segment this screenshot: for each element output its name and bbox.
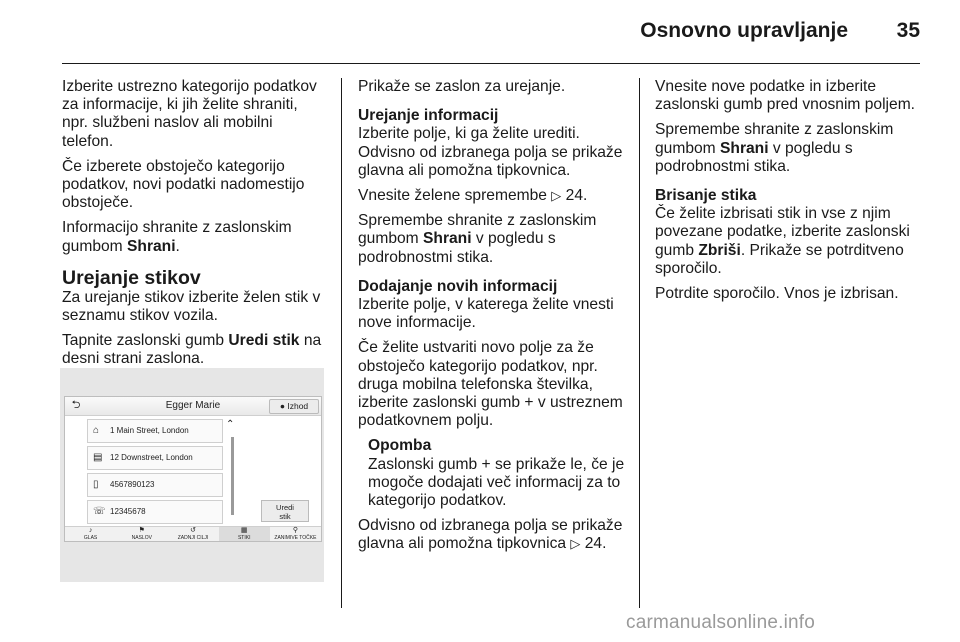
paragraph <box>655 205 925 278</box>
contact-screen <box>64 396 322 542</box>
text: Spremembe shranite z zaslonskim gumbom <box>655 121 894 157</box>
page-title: Osnovno upravljanje <box>640 19 848 42</box>
list-item[interactable] <box>87 419 223 443</box>
column-divider <box>639 78 640 608</box>
paragraph: Izberite polje, ki ga želite urediti. Odvisno od izbranega polja se prikaže glavna ali pomožna tipkovnica. <box>358 125 623 179</box>
bold-term: Zbriši <box>698 241 741 259</box>
row-text: 12345678 <box>110 507 146 516</box>
page-header <box>62 0 920 64</box>
recent-icon: ↺ <box>190 527 196 534</box>
screen-title-bar <box>65 397 321 416</box>
plus-icon: + <box>481 455 491 473</box>
phone-icon: ☏ <box>93 506 106 517</box>
bold-term: Shrani <box>720 139 769 157</box>
mobile-phone-icon: ▯ <box>93 479 99 490</box>
voice-icon: ♪ <box>88 527 93 534</box>
bold-term: Shrani <box>423 230 472 248</box>
paragraph <box>358 212 630 267</box>
tab-label: GLAS <box>83 535 98 541</box>
home-icon: ⌂ <box>93 425 100 436</box>
page-ref: 24. <box>584 535 607 553</box>
text: na desni strani zaslona. <box>62 332 322 368</box>
tab-label: ZANIMIVE TOČKE <box>274 535 317 541</box>
paragraph: Izberite ustrezno kategorijo podatkov za informacije, ki jih želite shraniti, npr. službeni naslov ali mobilni telefon. <box>62 78 317 150</box>
paragraph: Potrdite sporočilo. Vnos je izbrisan. <box>655 285 899 303</box>
list-item[interactable] <box>87 473 223 497</box>
tab-voice[interactable] <box>65 527 116 542</box>
column-divider <box>341 78 342 608</box>
edit-label-line1: Uredi <box>276 503 294 512</box>
column-3 <box>655 78 925 310</box>
paragraph: Vnesite nove podatke in izberite zaslonski gumb pred vnosnim poljem. <box>655 78 916 114</box>
section-heading: Urejanje stikov <box>62 266 201 289</box>
text: Odvisno od izbranega polja se prikaže glavna ali pomožna tipkovnica <box>358 517 623 553</box>
bottom-tab-bar <box>65 526 321 542</box>
screenshot-figure <box>60 368 324 582</box>
list-item[interactable] <box>87 446 223 470</box>
subheading: Urejanje informacij <box>358 107 499 125</box>
note-box <box>358 437 630 510</box>
bold-term: Shrani <box>127 237 176 255</box>
column-2 <box>358 78 630 561</box>
text: v pogledu s podrobnostmi stika. <box>358 230 556 266</box>
office-icon: ▤ <box>93 452 103 463</box>
poi-icon: ⚲ <box>292 527 298 534</box>
contact-details-list <box>87 419 223 527</box>
text: v pogledu s podrobnostmi stika. <box>655 139 853 175</box>
text: Spremembe shranite z zaslonskim gumbom <box>358 212 597 248</box>
subheading: Dodajanje novih informacij <box>358 277 558 295</box>
scrollbar[interactable] <box>231 437 234 515</box>
edit-label-line2: stik <box>279 512 291 521</box>
page-number: 35 <box>896 19 920 42</box>
list-item[interactable] <box>87 500 223 524</box>
back-arrow-icon[interactable]: ⮌ <box>71 399 81 411</box>
paragraph: Če izberete obstoječo kategorijo podatkov, novi podatki nadomestijo obstoječe. <box>62 157 305 212</box>
triangle-right-icon: ▷ <box>570 536 581 552</box>
text: Če želite izbrisati stik in vse z njim povezane podatke, izberite zaslonski gumb <box>655 205 910 259</box>
plus-icon: + <box>524 394 534 412</box>
paragraph <box>358 339 630 430</box>
exit-label: Izhod <box>287 401 309 411</box>
tab-label: STIKI <box>237 535 251 541</box>
tab-label: NASLOV <box>131 535 152 541</box>
text: v ustreznem podatkovnem polju. <box>358 394 623 430</box>
tab-points-of-interest[interactable] <box>270 527 321 542</box>
row-text: 1 Main Street, London <box>110 426 189 435</box>
text: Informacijo shranite z zaslonskim gumbom <box>62 219 292 255</box>
page-ref: 24. <box>565 187 588 205</box>
row-text: 4567890123 <box>110 480 155 489</box>
subheading: Brisanje stika <box>655 187 757 205</box>
tab-address[interactable] <box>116 527 167 542</box>
paragraph: Prikaže se zaslon za urejanje. <box>358 78 566 95</box>
watermark: carmanualsonline.info <box>626 612 816 633</box>
text: Tapnite zaslonski gumb <box>62 332 229 350</box>
exit-icon: ● <box>279 401 285 411</box>
tab-recent-destinations[interactable] <box>167 527 218 542</box>
text: Zaslonski gumb <box>368 455 482 473</box>
paragraph <box>655 121 925 176</box>
paragraph <box>62 332 328 368</box>
text: . <box>175 237 180 255</box>
edit-contact-button[interactable] <box>261 500 309 522</box>
contact-name: Egger Marie <box>165 400 221 411</box>
text: se prikaže le, če je mogoče dodajati več informacij za to kategorijo podatkov. <box>368 455 625 510</box>
paragraph <box>358 187 630 205</box>
row-text: 12 Downstreet, London <box>110 453 193 462</box>
contacts-icon: ▦ <box>240 527 248 534</box>
paragraph <box>62 219 328 255</box>
text: . Prikaže se potrditveno sporočilo. <box>655 241 904 277</box>
bold-term: Uredi stik <box>228 332 300 350</box>
paragraph: Za urejanje stikov izberite želen stik v seznamu stikov vozila. <box>62 288 321 325</box>
scroll-up-icon[interactable]: ⌃ <box>226 419 235 430</box>
paragraph <box>358 517 630 553</box>
text: Vnesite želene spremembe <box>358 187 552 205</box>
header-divider <box>62 63 920 64</box>
flag-icon: ⚑ <box>138 527 145 534</box>
paragraph: Izberite polje, v katerega želite vnesti nove informacije. <box>358 296 614 332</box>
tab-contacts[interactable] <box>219 527 270 542</box>
note-text <box>368 456 630 511</box>
text: Če želite ustvariti novo polje za že obstoječo kategorijo podatkov, npr. druga mobilna telefonska številka, izberite zaslonski gumb <box>358 339 598 412</box>
triangle-right-icon: ▷ <box>551 188 562 204</box>
note-title: Opomba <box>368 437 432 455</box>
tab-label: ZADNJI CILJI <box>177 535 209 541</box>
exit-button[interactable] <box>269 399 319 414</box>
column-1 <box>62 78 328 376</box>
